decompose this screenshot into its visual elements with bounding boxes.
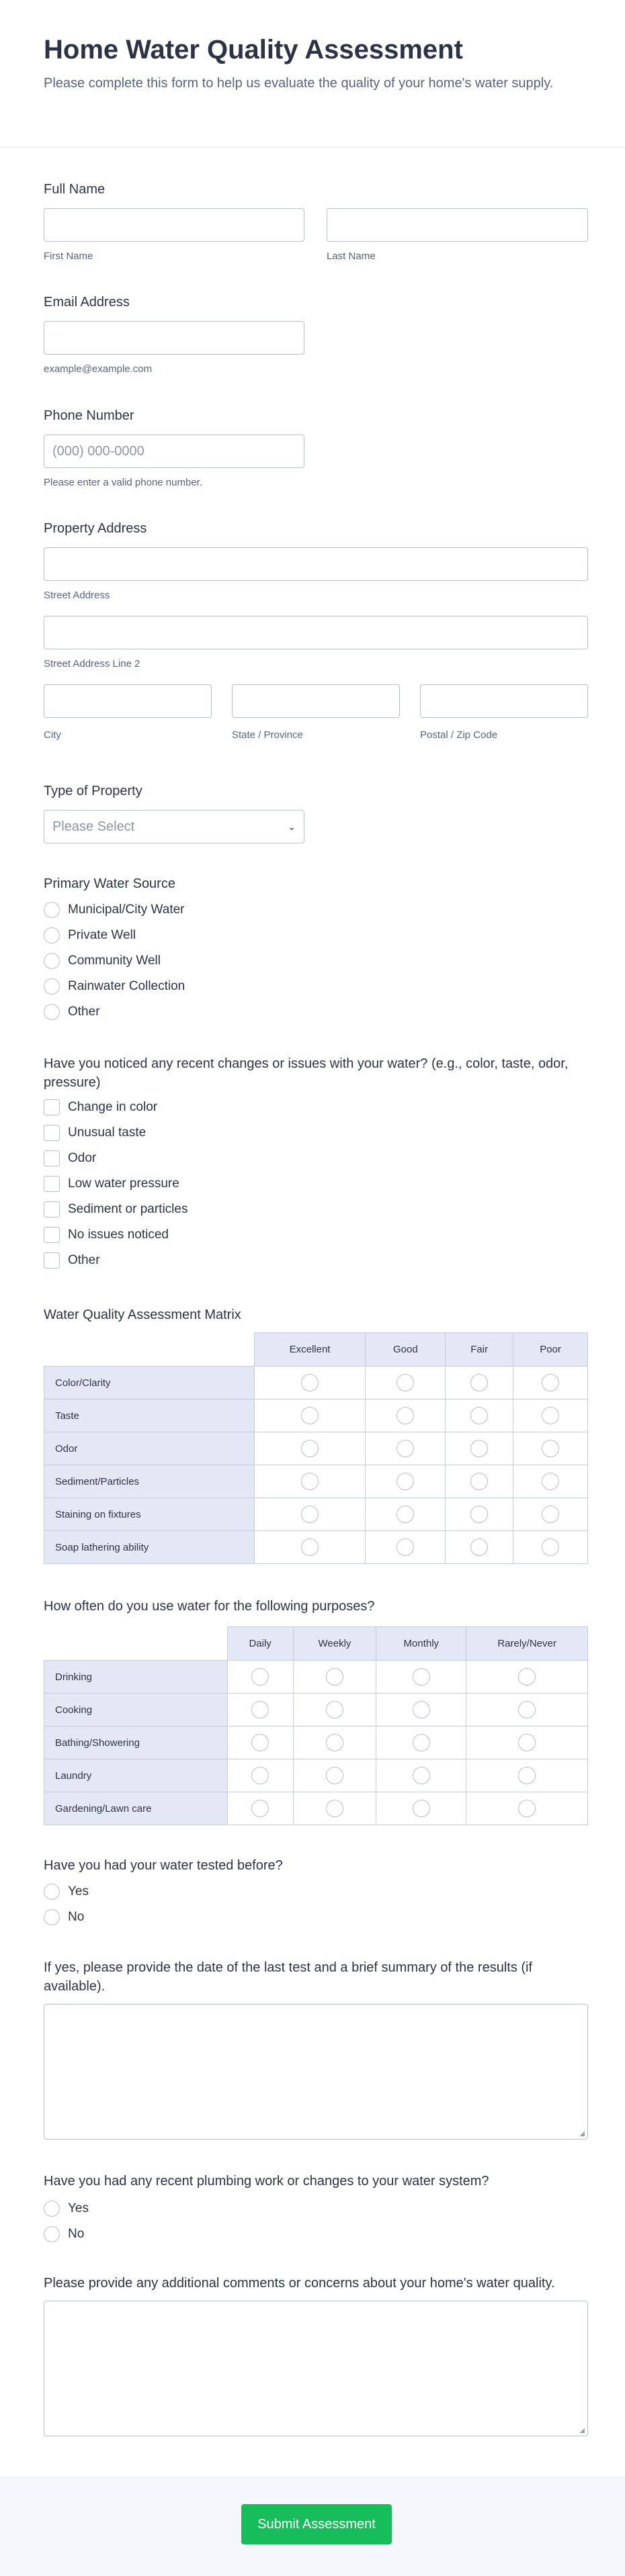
matrix-column-header: Poor (513, 1333, 588, 1367)
matrix-radio[interactable] (518, 1668, 536, 1686)
first-name-input[interactable] (44, 208, 304, 242)
radio-button[interactable] (44, 1004, 60, 1020)
matrix-column-header: Fair (446, 1333, 513, 1367)
water-issues-label: Have you noticed any recent changes or issues with your water? (e.g., color, taste, odor, pressure) (44, 1056, 569, 1090)
matrix-row-label: Bathing/Showering (44, 1727, 228, 1759)
matrix-radio[interactable] (518, 1701, 536, 1718)
usage-matrix-label: How often do you use water for the following purposes? (44, 1599, 375, 1614)
matrix-row-label: Soap lathering ability (44, 1531, 255, 1564)
radio-button[interactable] (44, 1909, 60, 1925)
quality-matrix-field (44, 1305, 588, 1564)
matrix-radio[interactable] (326, 1767, 343, 1784)
email-field (44, 293, 588, 376)
matrix-row-label: Cooking (44, 1694, 228, 1727)
table-row (44, 1694, 588, 1727)
matrix-radio[interactable] (470, 1506, 488, 1523)
table-row (44, 1759, 588, 1792)
radio-button[interactable] (44, 902, 60, 918)
issue-option[interactable]: Low water pressure (44, 1171, 588, 1197)
address-label: Property Address (44, 521, 147, 536)
water-source-option[interactable]: Rainwater Collection (44, 974, 588, 999)
matrix-corner (44, 1333, 255, 1367)
form-header (0, 0, 625, 148)
chevron-down-icon: ⌄ (288, 821, 296, 832)
issue-option[interactable]: Change in color (44, 1095, 588, 1120)
submit-button[interactable]: Submit Assessment (241, 2504, 392, 2544)
table-row (44, 1432, 588, 1465)
matrix-radio[interactable] (542, 1440, 559, 1457)
property-type-field (44, 782, 588, 843)
matrix-corner (44, 1627, 228, 1661)
usage-matrix-table (44, 1626, 588, 1825)
form-description: Please complete this form to help us evaluate the quality of your home's water supply. (44, 76, 554, 91)
street-address-input[interactable] (44, 547, 588, 581)
matrix-radio[interactable] (413, 1701, 430, 1718)
resize-grip-icon[interactable]: ◢ (579, 2427, 585, 2434)
matrix-row-label: Gardening/Lawn care (44, 1792, 228, 1825)
checkbox[interactable] (44, 1176, 60, 1192)
matrix-radio[interactable] (326, 1800, 343, 1817)
water-source-option[interactable]: Other (44, 999, 588, 1025)
matrix-row-label: Drinking (44, 1661, 228, 1694)
table-row (44, 1367, 588, 1399)
full-name-label: Full Name (44, 182, 106, 197)
matrix-radio[interactable] (518, 1767, 536, 1784)
property-type-placeholder: Please Select (52, 819, 135, 834)
usage-matrix-field (44, 1597, 588, 1825)
state-sublabel: State / Province (232, 729, 303, 741)
last-test-field (44, 1958, 588, 2140)
matrix-radio[interactable] (326, 1701, 343, 1718)
phone-field (44, 406, 588, 490)
property-type-label: Type of Property (44, 784, 142, 798)
matrix-radio[interactable] (470, 1473, 488, 1490)
matrix-radio[interactable] (301, 1473, 319, 1490)
matrix-row-label: Laundry (44, 1759, 228, 1792)
water-source-option[interactable]: Community Well (44, 948, 588, 974)
last-test-textarea[interactable] (44, 2004, 588, 2140)
plumbing-label: Have you had any recent plumbing work or changes to your water system? (44, 2174, 489, 2189)
matrix-column-header: Daily (227, 1627, 293, 1661)
issue-option[interactable]: Other (44, 1248, 588, 1273)
table-row (44, 1661, 588, 1694)
form-title: Home Water Quality Assessment (44, 35, 463, 64)
water-source-option[interactable]: Municipal/City Water (44, 897, 588, 923)
matrix-radio[interactable] (470, 1538, 488, 1556)
tested-before-label: Have you had your water tested before? (44, 1858, 283, 1873)
matrix-radio[interactable] (397, 1538, 414, 1556)
quality-matrix-label: Water Quality Assessment Matrix (44, 1307, 241, 1322)
matrix-radio[interactable] (413, 1668, 430, 1686)
matrix-radio[interactable] (542, 1407, 559, 1424)
water-issues-options (44, 1095, 588, 1273)
matrix-row-label: Taste (44, 1399, 255, 1432)
email-sublabel: example@example.com (44, 363, 153, 375)
city-input[interactable] (44, 684, 212, 718)
matrix-radio[interactable] (301, 1374, 319, 1391)
checkbox[interactable] (44, 1099, 60, 1115)
radio-button[interactable] (44, 2226, 60, 2242)
radio-button[interactable] (44, 978, 60, 995)
matrix-radio[interactable] (413, 1767, 430, 1784)
zip-input[interactable] (420, 684, 588, 718)
state-input[interactable] (232, 684, 400, 718)
matrix-row-label: Color/Clarity (44, 1367, 255, 1399)
phone-label: Phone Number (44, 408, 134, 423)
property-type-select[interactable] (44, 810, 304, 843)
matrix-row-label: Odor (44, 1432, 255, 1465)
matrix-radio[interactable] (397, 1473, 414, 1490)
comments-textarea[interactable] (44, 2301, 588, 2436)
water-source-label: Primary Water Source (44, 876, 175, 891)
matrix-column-header: Monthly (376, 1627, 466, 1661)
matrix-radio[interactable] (518, 1734, 536, 1751)
tested-before-option[interactable]: Yes (44, 1879, 588, 1904)
matrix-radio[interactable] (542, 1473, 559, 1490)
last-name-input[interactable] (327, 208, 588, 242)
table-row (44, 1727, 588, 1759)
matrix-radio[interactable] (301, 1440, 319, 1457)
matrix-radio[interactable] (470, 1374, 488, 1391)
radio-button[interactable] (44, 953, 60, 969)
issue-option[interactable]: Sediment or particles (44, 1197, 588, 1222)
matrix-column-header: Good (366, 1333, 446, 1367)
table-row (44, 1531, 588, 1564)
table-row (44, 1465, 588, 1498)
phone-input[interactable]: (000) 000-0000 (44, 434, 304, 468)
checkbox[interactable] (44, 1227, 60, 1243)
matrix-radio[interactable] (518, 1800, 536, 1817)
matrix-radio[interactable] (251, 1734, 269, 1751)
street-address-2-sublabel: Street Address Line 2 (44, 658, 140, 670)
comments-field (44, 2274, 588, 2436)
water-issues-field (44, 1054, 588, 1273)
street-address-2-input[interactable] (44, 616, 588, 649)
matrix-radio[interactable] (397, 1374, 414, 1391)
radio-button[interactable] (44, 927, 60, 944)
matrix-radio[interactable] (470, 1407, 488, 1424)
issue-option[interactable]: No issues noticed (44, 1222, 588, 1248)
table-row (44, 1792, 588, 1825)
water-source-field (44, 874, 588, 1025)
water-source-option[interactable]: Private Well (44, 923, 588, 948)
resize-grip-icon[interactable]: ◢ (579, 2130, 585, 2137)
matrix-radio[interactable] (397, 1440, 414, 1457)
city-sublabel: City (44, 729, 61, 741)
matrix-radio[interactable] (301, 1407, 319, 1424)
phone-sublabel: Please enter a valid phone number. (44, 477, 202, 488)
matrix-column-header: Weekly (293, 1627, 376, 1661)
zip-sublabel: Postal / Zip Code (420, 729, 498, 741)
matrix-radio[interactable] (397, 1506, 414, 1523)
water-source-options (44, 897, 588, 1025)
email-label: Email Address (44, 295, 130, 310)
matrix-radio[interactable] (397, 1407, 414, 1424)
plumbing-field (44, 2172, 588, 2247)
checkbox[interactable] (44, 1150, 60, 1166)
last-name-sublabel: Last Name (327, 250, 376, 262)
radio-button[interactable] (44, 2201, 60, 2217)
table-row (44, 1399, 588, 1432)
address-field (44, 519, 588, 742)
full-name-field (44, 180, 588, 263)
matrix-radio[interactable] (542, 1538, 559, 1556)
comments-label: Please provide any additional comments or concerns about your home's water quality. (44, 2276, 555, 2291)
matrix-radio[interactable] (251, 1701, 269, 1718)
matrix-column-header: Excellent (254, 1333, 366, 1367)
quality-matrix-table (44, 1332, 588, 1564)
matrix-row-label: Staining on fixtures (44, 1498, 255, 1531)
plumbing-option[interactable]: No (44, 2221, 588, 2247)
plumbing-option[interactable]: Yes (44, 2196, 588, 2221)
tested-before-field (44, 1856, 588, 1930)
matrix-radio[interactable] (326, 1668, 343, 1686)
matrix-row-label: Sediment/Particles (44, 1465, 255, 1498)
form-footer (0, 2477, 625, 2576)
matrix-radio[interactable] (326, 1734, 343, 1751)
last-test-label: If yes, please provide the date of the last test and a brief summary of the results (if available). (44, 1960, 533, 1994)
issue-option[interactable]: Unusual taste (44, 1120, 588, 1146)
matrix-radio[interactable] (251, 1767, 269, 1784)
matrix-radio[interactable] (301, 1538, 319, 1556)
matrix-radio[interactable] (542, 1506, 559, 1523)
matrix-radio[interactable] (251, 1800, 269, 1817)
tested-before-option[interactable]: No (44, 1904, 588, 1930)
matrix-radio[interactable] (413, 1800, 430, 1817)
matrix-column-header: Rarely/Never (466, 1627, 588, 1661)
email-input[interactable] (44, 321, 304, 355)
table-row (44, 1498, 588, 1531)
matrix-radio[interactable] (470, 1440, 488, 1457)
street-address-sublabel: Street Address (44, 590, 110, 601)
checkbox[interactable] (44, 1125, 60, 1141)
matrix-radio[interactable] (251, 1668, 269, 1686)
first-name-sublabel: First Name (44, 250, 93, 262)
radio-button[interactable] (44, 1884, 60, 1900)
matrix-radio[interactable] (301, 1506, 319, 1523)
matrix-radio[interactable] (542, 1374, 559, 1391)
checkbox[interactable] (44, 1252, 60, 1269)
issue-option[interactable]: Odor (44, 1146, 588, 1171)
matrix-radio[interactable] (413, 1734, 430, 1751)
checkbox[interactable] (44, 1201, 60, 1217)
